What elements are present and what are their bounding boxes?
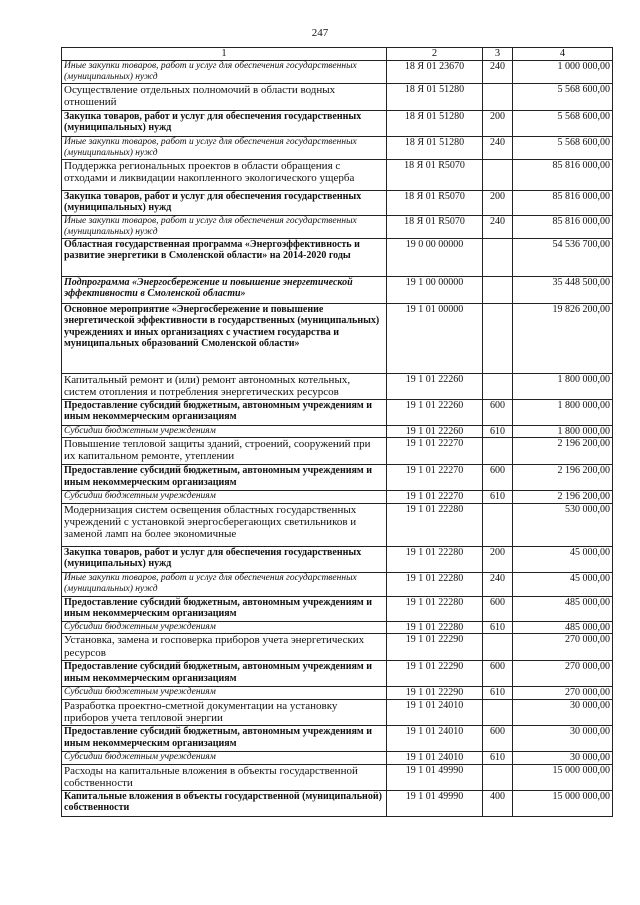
row-code: 19 1 01 22280 (387, 503, 483, 546)
row-amount: 530 000,00 (513, 503, 613, 546)
row-amount: 1 800 000,00 (513, 373, 613, 399)
table-row (62, 699, 613, 725)
row-vr: 240 (483, 572, 513, 596)
row-name: Субсидии бюджетным учреждениям (62, 687, 387, 700)
row-code: 18 Я 01 23670 (387, 60, 483, 83)
row-code: 19 0 00 00000 (387, 238, 483, 276)
table-row (62, 159, 613, 190)
row-code: 18 Я 01 51280 (387, 110, 483, 136)
row-amount: 45 000,00 (513, 546, 613, 572)
table-row (62, 546, 613, 572)
table-row (62, 110, 613, 136)
header-col-2: 2 (387, 48, 483, 61)
table-row (62, 238, 613, 276)
table-row (62, 661, 613, 687)
row-vr: 600 (483, 661, 513, 687)
table-row (62, 190, 613, 215)
row-code: 19 1 01 22260 (387, 399, 483, 425)
row-code: 19 1 01 22280 (387, 621, 483, 634)
row-code: 18 Я 01 51280 (387, 83, 483, 110)
row-vr: 600 (483, 399, 513, 425)
row-code: 19 1 01 24010 (387, 725, 483, 751)
table-row (62, 572, 613, 596)
row-name: Субсидии бюджетным учреждениям (62, 425, 387, 438)
row-name: Закупка товаров, работ и услуг для обеспечения государственных (муниципальных) нужд (62, 190, 387, 215)
row-amount: 15 000 000,00 (513, 764, 613, 790)
row-name: Иные закупки товаров, работ и услуг для обеспечения государственных (муниципальных) нужд (62, 60, 387, 83)
table-row (62, 215, 613, 238)
row-name: Иные закупки товаров, работ и услуг для обеспечения государственных (муниципальных) нужд (62, 215, 387, 238)
row-name: Капитальный ремонт и (или) ремонт автономных котельных, систем отопления и потребления энергетических ресурсов (62, 373, 387, 399)
table-row (62, 491, 613, 504)
row-amount: 85 816 000,00 (513, 159, 613, 190)
table-row (62, 634, 613, 661)
header-col-1: 1 (62, 48, 387, 61)
table-row (62, 465, 613, 491)
row-vr (483, 764, 513, 790)
row-vr: 240 (483, 60, 513, 83)
row-vr: 200 (483, 190, 513, 215)
row-vr (483, 699, 513, 725)
row-amount: 85 816 000,00 (513, 190, 613, 215)
table-row (62, 438, 613, 465)
table-row (62, 83, 613, 110)
row-vr: 600 (483, 725, 513, 751)
row-vr (483, 438, 513, 465)
header-col-4: 4 (513, 48, 613, 61)
row-code: 18 Я 01 R5070 (387, 159, 483, 190)
row-code: 19 1 01 22260 (387, 425, 483, 438)
row-code: 19 1 01 22290 (387, 661, 483, 687)
row-vr (483, 503, 513, 546)
row-name: Предоставление субсидий бюджетным, автономным учреждениям и иным некоммерческим организациям (62, 399, 387, 425)
row-name: Субсидии бюджетным учреждениям (62, 751, 387, 764)
row-amount: 45 000,00 (513, 572, 613, 596)
table-row (62, 596, 613, 621)
row-name: Предоставление субсидий бюджетным, автономным учреждениям и иным некоммерческим организациям (62, 725, 387, 751)
row-amount: 485 000,00 (513, 621, 613, 634)
row-amount: 5 568 600,00 (513, 83, 613, 110)
row-amount: 1 800 000,00 (513, 399, 613, 425)
row-name: Областная государственная программа «Энергоэффективность и развитие энергетики в Смоленской области» на 2014-2020 годы (62, 238, 387, 276)
table-row (62, 399, 613, 425)
row-vr: 200 (483, 110, 513, 136)
table-row (62, 136, 613, 159)
row-amount: 1 800 000,00 (513, 425, 613, 438)
row-amount: 2 196 200,00 (513, 438, 613, 465)
row-name: Субсидии бюджетным учреждениям (62, 491, 387, 504)
row-vr: 600 (483, 465, 513, 491)
table-header-row (62, 48, 613, 61)
row-name: Иные закупки товаров, работ и услуг для обеспечения государственных (муниципальных) нужд (62, 572, 387, 596)
row-vr (483, 303, 513, 373)
row-vr (483, 238, 513, 276)
row-name: Повышение тепловой защиты зданий, строений, сооружений при их капитальном ремонте, утеплении (62, 438, 387, 465)
row-amount: 30 000,00 (513, 751, 613, 764)
row-amount: 485 000,00 (513, 596, 613, 621)
row-code: 19 1 00 00000 (387, 276, 483, 303)
table-row (62, 621, 613, 634)
row-name: Предоставление субсидий бюджетным, автономным учреждениям и иным некоммерческим организациям (62, 596, 387, 621)
row-name: Субсидии бюджетным учреждениям (62, 621, 387, 634)
row-code: 19 1 01 49990 (387, 790, 483, 816)
row-name: Установка, замена и госповерка приборов учета энергетических ресурсов (62, 634, 387, 661)
row-vr (483, 373, 513, 399)
row-code: 19 1 01 22270 (387, 491, 483, 504)
table-row (62, 764, 613, 790)
table-row (62, 687, 613, 700)
row-name: Поддержка региональных проектов в области обращения с отходами и ликвидации накопленного экологического ущерба (62, 159, 387, 190)
table-row (62, 790, 613, 816)
row-vr: 240 (483, 136, 513, 159)
table-body (62, 60, 613, 816)
row-vr (483, 276, 513, 303)
header-col-3: 3 (483, 48, 513, 61)
row-name: Разработка проектно-сметной документации на установку приборов учета тепловой энергии (62, 699, 387, 725)
row-amount: 35 448 500,00 (513, 276, 613, 303)
row-vr (483, 634, 513, 661)
row-code: 19 1 01 24010 (387, 699, 483, 725)
row-code: 19 1 01 22280 (387, 596, 483, 621)
row-name: Предоставление субсидий бюджетным, автономным учреждениям и иным некоммерческим организациям (62, 661, 387, 687)
row-code: 19 1 01 24010 (387, 751, 483, 764)
row-code: 19 1 01 22260 (387, 373, 483, 399)
row-amount: 85 816 000,00 (513, 215, 613, 238)
table-row (62, 60, 613, 83)
row-amount: 2 196 200,00 (513, 465, 613, 491)
row-code: 19 1 01 22290 (387, 634, 483, 661)
row-vr: 610 (483, 687, 513, 700)
row-amount: 19 826 200,00 (513, 303, 613, 373)
row-name: Предоставление субсидий бюджетным, автономным учреждениям и иным некоммерческим организациям (62, 465, 387, 491)
row-vr (483, 159, 513, 190)
row-code: 19 1 01 00000 (387, 303, 483, 373)
table-row (62, 425, 613, 438)
row-vr: 610 (483, 425, 513, 438)
row-name: Подпрограмма «Энергосбережение и повышение энергетической эффективности в Смоленской области» (62, 276, 387, 303)
row-amount: 5 568 600,00 (513, 136, 613, 159)
row-amount: 270 000,00 (513, 634, 613, 661)
row-vr: 200 (483, 546, 513, 572)
row-amount: 2 196 200,00 (513, 491, 613, 504)
row-amount: 270 000,00 (513, 661, 613, 687)
row-code: 19 1 01 49990 (387, 764, 483, 790)
row-code: 18 Я 01 R5070 (387, 190, 483, 215)
row-vr: 610 (483, 491, 513, 504)
table-row (62, 725, 613, 751)
table-row (62, 303, 613, 373)
row-amount: 15 000 000,00 (513, 790, 613, 816)
row-amount: 5 568 600,00 (513, 110, 613, 136)
row-amount: 1 000 000,00 (513, 60, 613, 83)
row-vr: 400 (483, 790, 513, 816)
row-name: Закупка товаров, работ и услуг для обеспечения государственных (муниципальных) нужд (62, 110, 387, 136)
row-amount: 54 536 700,00 (513, 238, 613, 276)
row-code: 18 Я 01 51280 (387, 136, 483, 159)
table-row (62, 373, 613, 399)
row-code: 19 1 01 22280 (387, 572, 483, 596)
row-name: Иные закупки товаров, работ и услуг для обеспечения государственных (муниципальных) нужд (62, 136, 387, 159)
row-name: Основное мероприятие «Энергосбережение и повышение энергетической эффективности в государственных (муниципальных) учреждениях и иных организациях с участием государства и муниципальных образований Смоленской области» (62, 303, 387, 373)
row-code: 19 1 01 22290 (387, 687, 483, 700)
row-amount: 30 000,00 (513, 725, 613, 751)
row-code: 18 Я 01 R5070 (387, 215, 483, 238)
row-amount: 30 000,00 (513, 699, 613, 725)
row-vr: 240 (483, 215, 513, 238)
table-row (62, 503, 613, 546)
row-vr (483, 83, 513, 110)
row-amount: 270 000,00 (513, 687, 613, 700)
budget-table (61, 47, 613, 817)
row-vr: 610 (483, 751, 513, 764)
row-name: Закупка товаров, работ и услуг для обеспечения государственных (муниципальных) нужд (62, 546, 387, 572)
row-code: 19 1 01 22270 (387, 465, 483, 491)
row-code: 19 1 01 22270 (387, 438, 483, 465)
row-code: 19 1 01 22280 (387, 546, 483, 572)
row-vr: 610 (483, 621, 513, 634)
row-name: Капитальные вложения в объекты государственной (муниципальной) собственности (62, 790, 387, 816)
row-name: Осуществление отдельных полномочий в области водных отношений (62, 83, 387, 110)
page-number: 247 (311, 27, 329, 39)
row-name: Расходы на капитальные вложения в объекты государственной собственности (62, 764, 387, 790)
table-row (62, 276, 613, 303)
row-vr: 600 (483, 596, 513, 621)
row-name: Модернизация систем освещения областных государственных учреждений с установкой энергосберегающих светильников и заменой ламп на более экономичные (62, 503, 387, 546)
table-row (62, 751, 613, 764)
